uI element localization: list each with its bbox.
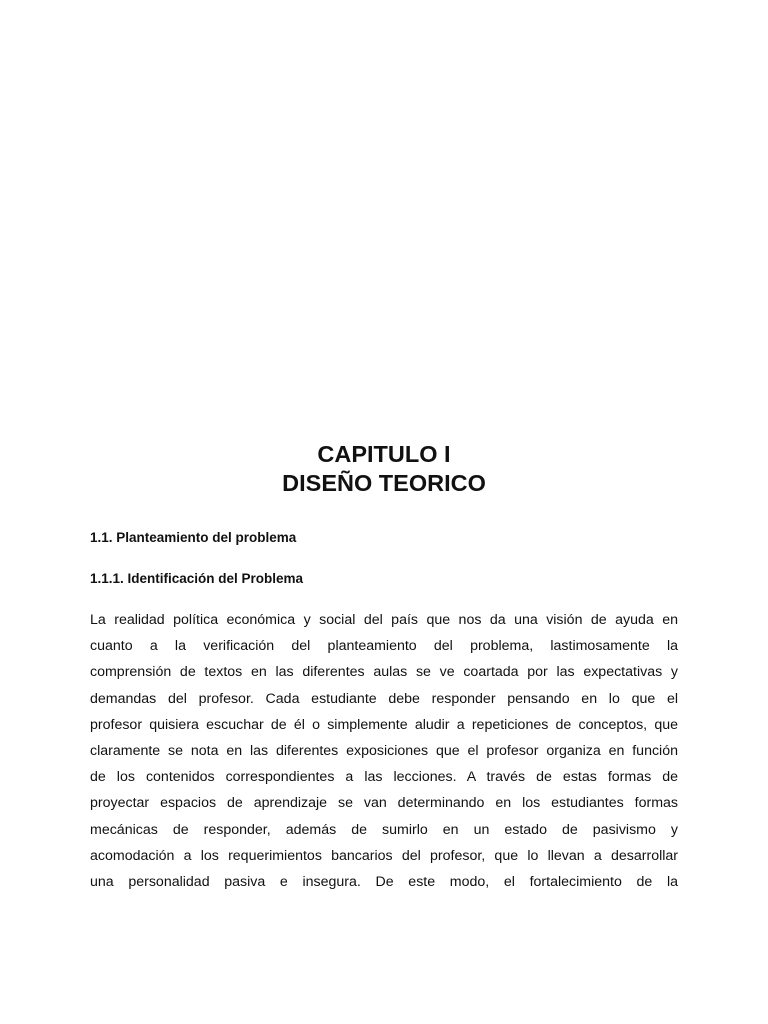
paragraph-line: una personalidad pasiva e insegura. De este modo, el fortalecimiento de la — [90, 873, 678, 890]
chapter-subtitle: DISEÑO TEORICO — [282, 470, 486, 496]
paragraph-line: demandas del profesor. Cada estudiante debe responder pensando en lo que el — [90, 690, 678, 707]
paragraph-line: cuanto a la verificación del planteamiento del problema, lastimosamente la — [90, 638, 678, 655]
chapter-title: CAPITULO I — [317, 441, 451, 467]
paragraph-line: comprensión de textos en las diferentes aulas se ve coartada por las expectativas y — [90, 664, 678, 681]
chapter-title-block — [0, 440, 768, 498]
paragraph-line: La realidad política económica y social del país que nos da una visión de ayuda en — [90, 612, 678, 628]
section-heading: 1.1. Planteamiento del problema — [90, 530, 297, 545]
paragraph-line: mecánicas de responder, además de sumirlo en un estado de pasivismo y — [90, 821, 678, 838]
paragraph-line: acomodación a los requerimientos bancarios del profesor, que lo llevan a desarrollar — [90, 847, 678, 864]
paragraph-line: de los contenidos correspondientes a las lecciones. A través de estas formas de — [90, 769, 678, 786]
paragraph-line: claramente se nota en las diferentes exposiciones que el profesor organiza en función — [90, 742, 678, 759]
paragraph-line: profesor quisiera escuchar de él o simplemente aludir a repeticiones de conceptos, que — [90, 716, 678, 733]
subsection-heading: 1.1.1. Identificación del Problema — [90, 571, 304, 586]
paragraph-line: proyectar espacios de aprendizaje se van determinando en los estudiantes formas — [90, 795, 678, 812]
body-paragraph — [90, 607, 678, 895]
